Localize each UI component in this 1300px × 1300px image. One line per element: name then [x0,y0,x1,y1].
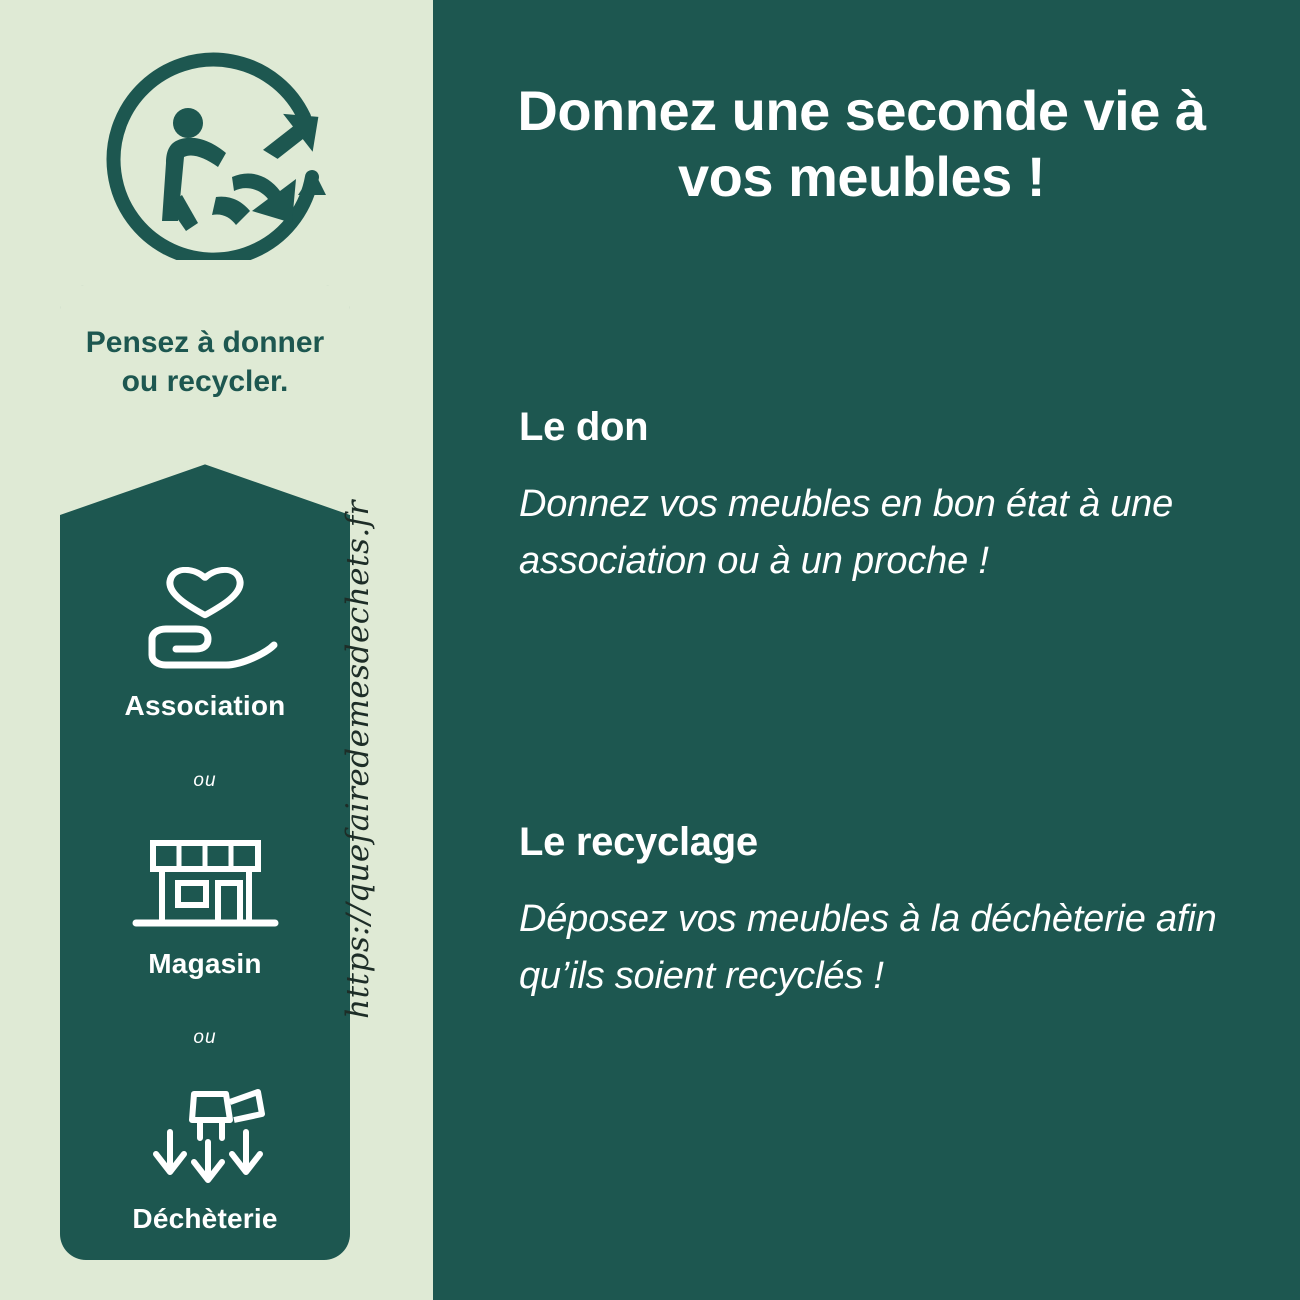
section-title: Le don [519,405,649,449]
waste-collection-center-icon [60,1080,350,1195]
separator-ou: ou [193,770,217,791]
section-recyclage [519,820,1244,1005]
recycling-person-logo [100,45,330,260]
website-url[interactable]: https://quefairedemesdechets.fr [340,500,376,1019]
banner-item-magasin[interactable] [60,825,350,980]
separator-ou: ou [193,1027,217,1048]
section-body: Donnez vos meubles en bon état à une association ou à un proche ! [519,483,1174,582]
banner-item-label: Déchèterie [132,1203,278,1234]
section-don [519,405,1244,590]
right-panel [433,0,1300,1300]
section-title: Le recyclage [519,820,758,864]
banner-heading: Pensez à donner ou recycler. [85,326,325,398]
left-panel [0,0,433,1300]
page-title: Donnez une seconde vie à vos meubles ! [517,79,1206,209]
shop-storefront-icon [60,825,350,940]
banner-item-decheterie[interactable] [60,1080,350,1235]
section-body: Déposez vos meubles à la déchèterie afin qu’ils soient recyclés ! [519,898,1217,997]
donation-banner [60,285,350,1260]
banner-item-label: Magasin [148,948,262,979]
banner-item-association[interactable] [60,567,350,722]
hand-heart-icon [60,567,350,682]
banner-item-label: Association [124,690,286,721]
